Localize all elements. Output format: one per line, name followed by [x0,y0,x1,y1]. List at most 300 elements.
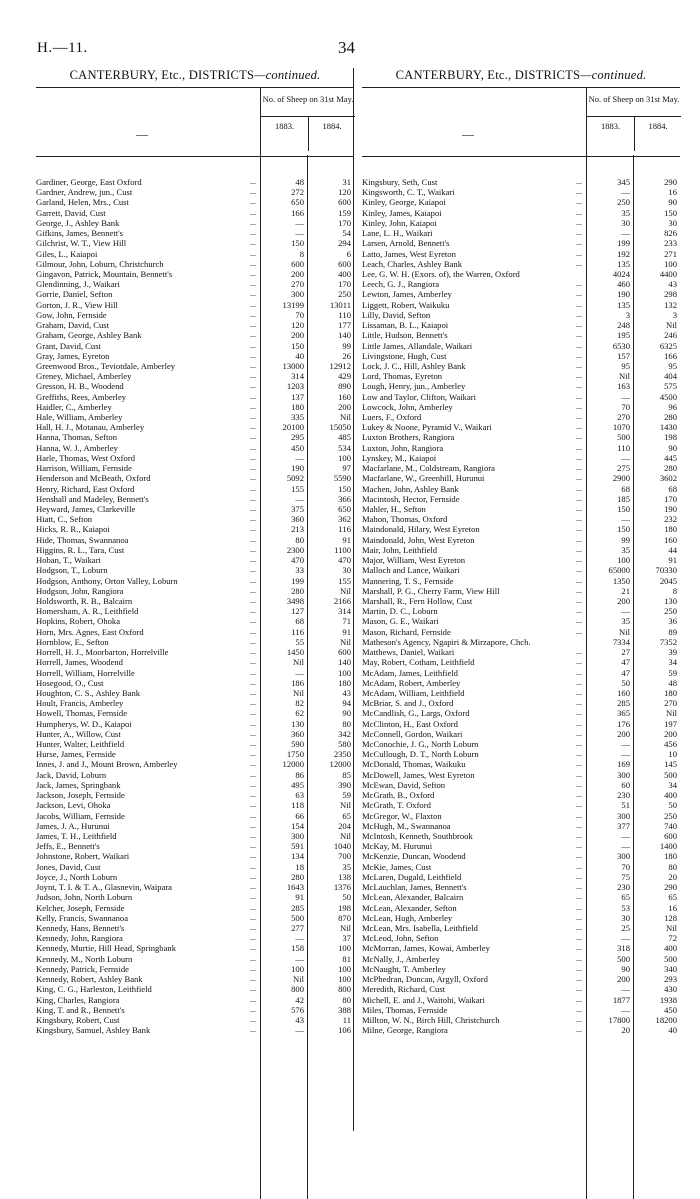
sheep-1884: 200 [338,401,351,412]
sheep-1883: 100 [617,555,630,566]
sheep-1883: 135 [617,299,630,310]
sheep-1884: 99 [342,340,351,351]
owner-name: Judson, John, North Loburn [36,892,133,903]
leader-dots: ... [250,861,256,871]
column-rule [633,155,634,1199]
owner-name: Gray, James, Eyreton [36,350,110,361]
sheep-1883: — [621,841,630,852]
sheep-1884: 65 [668,892,677,903]
sheep-1883: Nil [293,974,304,985]
sheep-1884: 6325 [659,340,677,351]
sheep-1884: 190 [664,504,677,514]
sheep-1884: 580 [338,739,351,750]
leader-dots: ... [250,616,256,626]
owner-name: Kennedy, Patrick, Fernside [36,963,129,974]
sheep-1883: 3498 [286,595,304,606]
leader-dots: ... [250,330,256,340]
sheep-1884: 100 [664,258,677,269]
owner-name: Gorton, J. R., View Hill [36,299,118,310]
owner-name: Kinley, James, Kaiapoi [362,207,442,218]
sheep-1884: 4500 [659,391,677,402]
owner-name: Kingsbury, Seth, Cust [362,177,438,187]
owner-name: Marshall, R., Fern Hollow, Cust [362,595,473,606]
sheep-1883: 8 [299,248,304,259]
left-column [36,68,354,1035]
sheep-1883: 365 [617,708,630,719]
leader-dots: ... [250,309,256,319]
owner-name: Mason, Richard, Fernside [362,626,451,637]
leader-dots: ... [250,381,256,391]
leader-dots: ... [250,810,256,820]
leader-dots: ... [576,524,582,534]
year-1883-header: 1883. [274,121,295,131]
leader-dots: ... [250,841,256,851]
sheep-1883: 30 [621,912,630,923]
leader-dots: ... [250,340,256,350]
leader-dots: ... [250,953,256,963]
owner-name: Leach, Charles, Ashley Bank [362,258,462,269]
sheep-1883: 200 [617,974,630,985]
sheep-1883: — [295,1025,304,1036]
sheep-1884: 342 [338,728,351,739]
leader-dots: ... [576,779,582,789]
owner-name: Hurse, James, Fernside [36,749,116,760]
leader-dots: ... [576,463,582,473]
sheep-1883: 277 [291,922,304,933]
leader-dots: ... [576,851,582,861]
sheep-1883: — [295,933,304,944]
owner-name: Mannering, T. S., Fernside [362,575,454,586]
sheep-1884: 198 [338,902,351,913]
sheep-1883: 199 [617,238,630,249]
sheep-1884: 16 [668,187,677,198]
sheep-1884: 40 [668,1025,677,1036]
sheep-1884: 890 [338,381,351,392]
sheep-1884: 294 [338,238,351,249]
sheep-1883: 250 [617,197,630,208]
owner-name: Lowcock, John, Amberley [362,401,453,412]
owner-name: Gresson, H. B., Woodend [36,381,124,392]
leader-dots: ... [250,177,256,186]
sheep-1884: 1376 [333,882,351,893]
sheep-1884: 180 [338,677,351,688]
leader-dots: ... [250,504,256,513]
sheep-1883: 127 [291,606,304,617]
owner-name: McCandlish, G., Largs, Oxford [362,708,470,719]
sheep-1883: 230 [617,790,630,801]
sheep-1884: 575 [664,381,677,392]
leader-dots: ... [250,391,256,401]
leader-dots: ... [250,248,256,258]
owner-name: Houghton, C. S., Ashley Bank [36,687,141,698]
sheep-header-box [260,88,355,156]
leader-dots: ... [250,268,256,278]
owner-name: Horrell, H. J., Moorbarton, Horrelville [36,647,169,658]
sheep-1883: 166 [291,207,304,218]
sheep-1884: 400 [664,943,677,954]
owner-name: Michell, E. and J., Waitohi, Waikari [362,994,485,1005]
owner-name: Martin, D. C., Loburn [362,606,438,617]
sheep-1884: 166 [664,350,677,361]
sheep-1883: 285 [617,698,630,709]
sheep-1884: Nil [666,320,677,331]
leader-dots: ... [576,309,582,319]
sheep-1883: 35 [621,207,630,218]
sheep-1884: 90 [668,442,677,453]
sheep-1883: 200 [617,728,630,739]
sheep-1884: 95 [668,360,677,371]
sheep-1884: 59 [342,790,351,801]
sheep-1884: 44 [668,544,677,555]
sheep-1884: 91 [342,626,351,637]
sheep-1883: 66 [295,810,304,821]
owner-name: Hodgson, John, Rangiora [36,585,124,596]
owner-name: McKay, M. Hurunui [362,841,433,852]
sheep-1884: 456 [664,739,677,750]
sheep-1883: — [621,933,630,944]
sheep-1884: 128 [664,912,677,923]
year-1884-header: 1884. [634,116,681,151]
sheep-1883: 500 [617,432,630,443]
leader-dots: ... [576,514,582,524]
sheep-1884: 1400 [659,841,677,852]
owner-name: Holdsworth, R. B., Balcairn [36,595,133,606]
sheep-1883: 150 [617,504,630,514]
sheep-1884: 70330 [655,565,677,576]
owner-name: Luers, F., Oxford [362,412,422,423]
owner-name: McLean, Alexander, Balcairn [362,892,464,903]
leader-dots: ... [576,698,582,708]
owner-name: Larsen, Arnold, Bennett's [362,238,450,249]
leader-dots: ... [576,708,582,718]
owner-name: Kingsworth, C. T., Waikari [362,187,455,198]
leader-dots: ... [576,749,582,759]
sheep-1884: 140 [338,330,351,341]
leader-dots: ... [576,360,582,370]
sheep-1883: 130 [291,718,304,729]
sheep-1883: — [295,452,304,463]
owner-name: Mahon, Thomas, Oxford [362,514,448,525]
leader-dots: ... [250,279,256,289]
owner-name: McLaren, Dugald, Leithfield [362,871,462,882]
owner-name: Matheson's Agency, Ngapiri & Mirzapore, Chch. [362,636,531,647]
leader-dots: ... [576,606,582,616]
sheep-1883: 62 [295,708,304,719]
sheep-1883: 4024 [612,268,630,279]
leader-dots: ... [250,197,256,207]
sheep-1884: 200 [664,728,677,739]
sheep-1883: 318 [617,943,630,954]
leader-dots: ... [576,984,582,994]
owner-name: Lissaman, B. L., Kaiapoi [362,320,449,331]
sheep-1884: Nil [340,800,351,811]
sheep-1884: 110 [338,309,351,320]
sheep-1883: 100 [291,963,304,974]
sheep-1883: — [295,228,304,239]
sheep-1883: 2300 [286,544,304,555]
sheep-1883: — [621,606,630,617]
name-header: — [136,127,148,141]
sheep-1884: 740 [664,820,677,831]
sheep-1883: 137 [291,391,304,402]
leader-dots: ... [250,922,256,932]
sheep-1883: 17800 [608,1014,630,1025]
owner-name: Hall, H. J., Motanau, Amberley [36,422,145,433]
sheep-1883: 300 [617,851,630,862]
sheep-1883: 65 [621,892,630,903]
leader-dots: ... [576,687,582,697]
sheep-1884: Nil [340,636,351,647]
leader-dots: ... [250,708,256,718]
sheep-1883: 192 [617,248,630,259]
sheep-1884: 6 [346,248,351,259]
owner-name: McHugh, M., Swannanoa [362,820,451,831]
sheep-1884: 100 [338,452,351,463]
leader-dots: ... [250,790,256,800]
sheep-1884: 2045 [659,575,677,586]
leader-dots: ... [576,933,582,943]
sheep-1883: 3 [625,309,630,320]
leader-dots: ... [576,1014,582,1024]
sheep-1883: 1750 [286,749,304,760]
sheep-1883: — [621,984,630,995]
sheep-1884: 26 [342,350,351,361]
sheep-1883: — [295,217,304,228]
sheep-1884: 400 [338,268,351,279]
owner-name: McGregor, W., Flaxton [362,810,442,821]
sheep-1883: — [295,493,304,504]
owner-name: McEwan, David, Sefton [362,779,446,790]
sheep-1884: 232 [664,514,677,525]
sheep-1883: 70 [295,309,304,320]
owner-name: Maindonald, Hilary, West Eyreton [362,524,480,535]
leader-dots: ... [250,412,256,422]
sheep-1883: 63 [295,790,304,801]
sheep-1883: 157 [617,350,630,361]
sheep-1883: 135 [617,258,630,269]
sheep-1884: 12000 [329,759,351,770]
sheep-1883: 150 [291,340,304,351]
leader-dots: ... [250,677,256,687]
sheep-1883: 270 [617,412,630,423]
sheep-1884: 59 [668,667,677,678]
owner-name: Harle, Thomas, West Oxford [36,452,135,463]
sheep-1884: 140 [338,657,351,668]
sheep-1884: 362 [338,514,351,525]
owner-name: Hiatt, C., Sefton [36,514,93,525]
column-rule [260,155,261,1199]
leader-dots: ... [576,177,582,186]
leader-dots: ... [250,759,256,769]
sheep-1883: 53 [621,902,630,913]
leader-dots: ... [250,892,256,902]
leader-dots: ... [250,1004,256,1014]
sheep-1884: 12912 [329,360,351,371]
sheep-1884: 100 [338,974,351,985]
owner-name: Lord, Thomas, Eyreton [362,371,443,382]
sheep-1884: 81 [342,953,351,964]
leader-dots: ... [250,320,256,330]
sheep-1883: 272 [291,187,304,198]
sheep-1884: 314 [338,606,351,617]
leader-dots: ... [576,841,582,851]
sheep-1884: 100 [338,963,351,974]
sheep-1883: 118 [291,800,304,811]
sheep-1884: 8 [672,585,677,596]
owner-name: McLean, Hugh, Amberley [362,912,453,923]
sheep-1884: 94 [342,698,351,709]
sheep-1883: 99 [621,534,630,545]
leader-dots: ... [250,728,256,738]
owner-name: Hosegood, O., Cust [36,677,104,688]
sheep-1883: 51 [621,800,630,811]
sheep-1883: 13000 [282,360,304,371]
owner-name: Joyce, J., North Loburn [36,871,118,882]
leader-dots: ... [576,790,582,800]
sheep-1884: 485 [338,432,351,443]
sheep-1884: 10 [668,749,677,760]
sheep-1884: 366 [338,493,351,504]
owner-name: Jacobs, William, Fernside [36,810,125,821]
sheep-1884: 160 [338,391,351,402]
sheep-1883: 190 [617,289,630,300]
sheep-1884: 20 [668,871,677,882]
owner-name: Jackson, Joseph, Fernside [36,790,125,801]
leader-dots: ... [576,892,582,902]
leader-dots: ... [576,442,582,452]
column-title-suffix: —continued. [580,68,647,82]
sheep-1884: 7352 [659,636,677,647]
owner-name: Kennedy, M., North Loburn [36,953,133,964]
sheep-1883: — [295,953,304,964]
sheep-1883: 1203 [286,381,304,392]
sheep-1884: 2166 [333,595,351,606]
leader-dots: ... [250,217,256,227]
leader-dots: ... [576,534,582,544]
sheep-1883: 600 [291,258,304,269]
sheep-1883: 300 [291,289,304,300]
owner-name: Lukey & Noone, Pyramid V., Waikari [362,422,492,433]
sheep-1883: 95 [621,360,630,371]
leader-dots: ... [576,595,582,605]
leader-dots: ... [250,647,256,657]
leader-dots: ... [250,401,256,411]
owner-name: Hanna, W. J., Amberley [36,442,118,453]
owner-name: Lewton, James, Amberley [362,289,452,300]
leader-dots: ... [576,647,582,657]
sheep-1884: 1430 [659,422,677,433]
owner-name: George, J., Ashley Bank [36,217,120,228]
sheep-1883: 160 [617,687,630,698]
owner-name: Hodgson, Anthony, Orton Valley, Loburn [36,575,178,586]
sheep-1884: 132 [664,299,677,310]
owner-name: Milne, George, Rangiora [362,1025,448,1036]
owner-name: McPhedran, Duncan, Argyll, Oxford [362,974,488,985]
leader-dots: ... [576,340,582,350]
sheep-1883: 195 [617,330,630,341]
sheep-1883: 495 [291,779,304,790]
leader-dots: ... [250,575,256,585]
sheep-1883: 1350 [612,575,630,586]
owner-name: Lynskey, M., Kaiapoi [362,452,437,463]
sheep-1884: 150 [338,483,351,494]
sheep-1883: 35 [621,616,630,627]
owner-name: Innes, J. and J., Mount Brown, Amberley [36,759,178,770]
leader-dots: ... [576,616,582,626]
owner-name: King, C. G., Harleston, Leithfield [36,984,152,995]
sheep-1883: 650 [291,197,304,208]
sheep-1883: 314 [291,371,304,382]
sheep-1883: 65000 [608,565,630,576]
leader-dots: ... [250,452,256,462]
sheep-1884: 16 [668,902,677,913]
owner-name: Jones, David, Cust [36,861,101,872]
leader-dots: ... [250,749,256,759]
leader-dots: ... [250,626,256,636]
sheep-1884: 145 [664,759,677,770]
sheep-1883: 200 [617,595,630,606]
sheep-1884: 250 [338,289,351,300]
leader-dots: ... [250,299,256,309]
sheep-1884: 600 [338,647,351,658]
owner-name: Homersham, A. R., Leithfield [36,606,139,617]
owner-name: Hornblow, E., Sefton [36,636,109,647]
sheep-1883: 35 [621,544,630,555]
leader-dots: ... [576,391,582,401]
sheep-1884: 91 [342,534,351,545]
sheep-1883: 7334 [612,636,630,647]
owner-name: Kennedy, Hans, Bennett's [36,922,125,933]
sheep-1884: 600 [338,197,351,208]
leader-dots: ... [576,963,582,973]
sheep-1884: 170 [338,217,351,228]
owner-name: Low and Taylor, Clifton, Waikari [362,391,477,402]
owner-name: Jack, James, Springbank [36,779,121,790]
leader-dots: ... [576,228,582,238]
sheep-1884: 650 [338,504,351,514]
owner-name: Hanna, Thomas, Sefton [36,432,117,443]
sheep-1883: 110 [617,442,630,453]
leader-dots: ... [576,330,582,340]
sheep-1884: 1040 [333,841,351,852]
owner-name: Heyward, James, Clarkeville [36,504,136,514]
sheep-1884: 100 [338,943,351,954]
owner-name: Jeffs, E., Bennett's [36,841,100,852]
sheep-1884: 30 [668,217,677,228]
sheep-1883: 20 [621,1025,630,1036]
sheep-1883: 70 [621,401,630,412]
leader-dots: ... [576,1004,582,1014]
sheep-1883: 40 [295,350,304,361]
owner-name: Matthews, Daniel, Waikari [362,647,455,658]
owner-name: Greenwood Bros., Teviotdale, Amberley [36,360,176,371]
leader-dots: ... [576,217,582,227]
sheep-1883: 590 [291,739,304,750]
sheep-1884: 198 [664,432,677,443]
owner-name: McLean, Mrs. Isabella, Leithfield [362,922,478,933]
leader-dots: ... [250,463,256,473]
sheep-1883: 285 [291,902,304,913]
sheep-1883: 42 [295,994,304,1005]
leader-dots: ... [250,606,256,616]
sheep-1884: 180 [664,851,677,862]
owner-name: Kelly, Francis, Swannanoa [36,912,129,923]
owner-name: McMorran, James, Kowai, Amberley [362,943,490,954]
sheep-1884: 90 [342,708,351,719]
owner-name: Hunter, Walter, Leithfield [36,739,125,750]
sheep-1883: Nil [293,687,304,698]
sheep-1884: 91 [668,555,677,566]
